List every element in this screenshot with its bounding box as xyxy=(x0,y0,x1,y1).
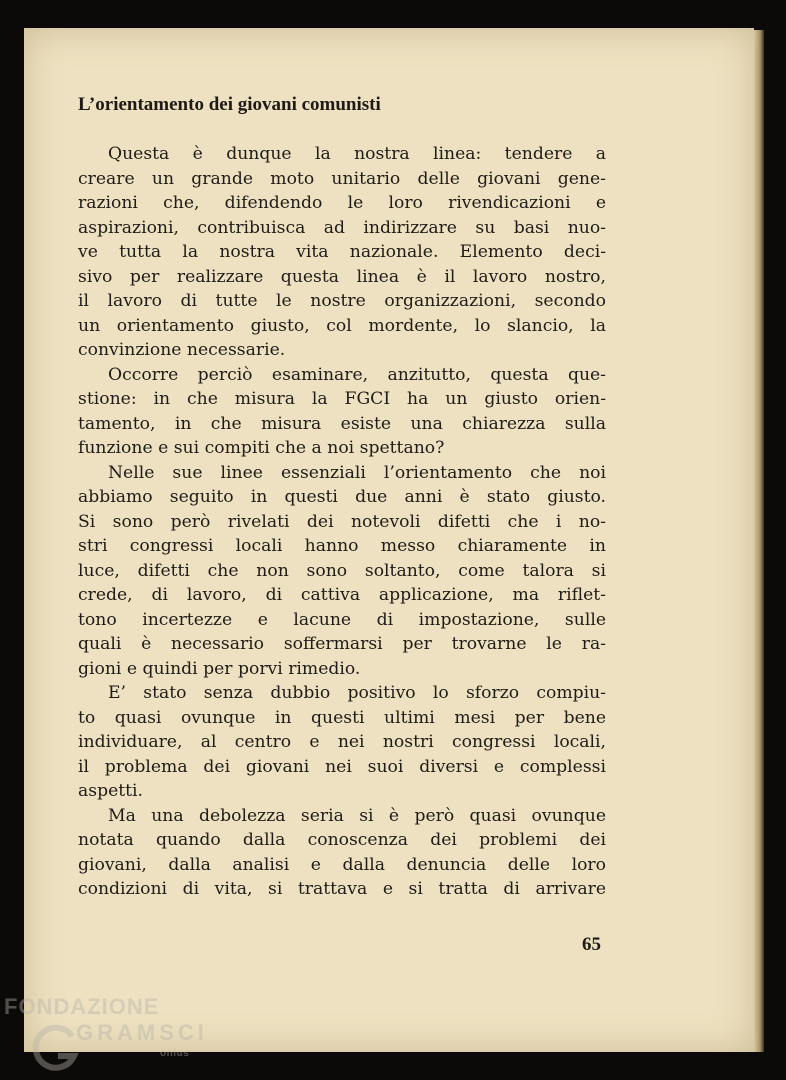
text-line: sivo per realizzare questa linea è il lavoro nostro, xyxy=(78,266,606,287)
text-line: tamento, in che misura esiste una chiarezza sulla xyxy=(78,413,606,434)
text-line: aspirazioni, contribuisca ad indirizzare su basi nuo- xyxy=(78,217,606,238)
text-line: stri congressi locali hanno messo chiaramente in xyxy=(78,536,606,556)
text-line: quali è necessario soffermarsi per trovarne le ra- xyxy=(78,634,606,654)
text-line: funzione e sui compiti che a noi spettano? xyxy=(78,438,445,458)
body-text xyxy=(78,142,606,902)
watermark xyxy=(4,994,234,1076)
text-line: il problema dei giovani nei suoi diversi e complessi xyxy=(78,756,606,777)
text-line: Nelle sue linee essenziali l’orientamento che noi xyxy=(108,462,606,483)
watermark-logo-icon xyxy=(28,1024,84,1074)
text-line: Si sono però rivelati dei notevoli difetti che i no- xyxy=(78,511,606,532)
text-line: il lavoro di tutte le nostre organizzazioni, secondo xyxy=(78,291,606,311)
text-line: to quasi ovunque in questi ultimi mesi per bene xyxy=(78,707,606,728)
text-line: stione: in che misura la FGCI ha un giusto orien- xyxy=(78,389,606,409)
chapter-heading: L’orientamento dei giovani comunisti xyxy=(78,94,381,115)
text-line: gioni e quindi per porvi rimedio. xyxy=(78,658,361,679)
text-line: Ma una debolezza seria si è però quasi ovunque xyxy=(108,805,606,826)
text-line: Questa è dunque la nostra linea: tendere a xyxy=(108,144,606,164)
text-line: luce, difetti che non sono soltanto, come talora si xyxy=(78,560,606,581)
text-line: tono incertezze e lacune di impostazione, sulle xyxy=(78,609,606,630)
page-number: 65 xyxy=(582,934,601,955)
text-line: convinzione necessarie. xyxy=(78,340,286,360)
watermark-line-3: onlus xyxy=(160,1048,190,1059)
watermark-line-2: GRAMSCI xyxy=(76,1020,208,1045)
text-line: E’ stato senza dubbio positivo lo sforzo compiu- xyxy=(108,683,606,703)
text-line: condizioni di vita, si trattava e si tratta di arrivare xyxy=(78,879,606,899)
text-line: giovani, dalla analisi e dalla denuncia delle loro xyxy=(78,854,606,875)
text-line: crede, di lavoro, di cattiva applicazione, ma riflet- xyxy=(78,585,606,605)
text-line: creare un grande moto unitario delle giovani gene- xyxy=(78,168,606,189)
text-line: abbiamo seguito in questi due anni è stato giusto. xyxy=(78,487,606,507)
text-line: notata quando dalla conoscenza dei problemi dei xyxy=(78,830,606,850)
text-line: razioni che, difendendo le loro rivendicazioni e xyxy=(78,193,606,213)
text-line: Occorre perciò esaminare, anzitutto, questa que- xyxy=(108,364,606,385)
text-line: individuare, al centro e nei nostri congressi locali, xyxy=(78,732,606,752)
text-line: ve tutta la nostra vita nazionale. Elemento deci- xyxy=(78,242,606,262)
text-line: aspetti. xyxy=(78,781,144,801)
page-edge xyxy=(754,30,764,1052)
watermark-line-1: FONDAZIONE xyxy=(4,994,160,1019)
text-line: un orientamento giusto, col mordente, lo slancio, la xyxy=(78,315,606,336)
